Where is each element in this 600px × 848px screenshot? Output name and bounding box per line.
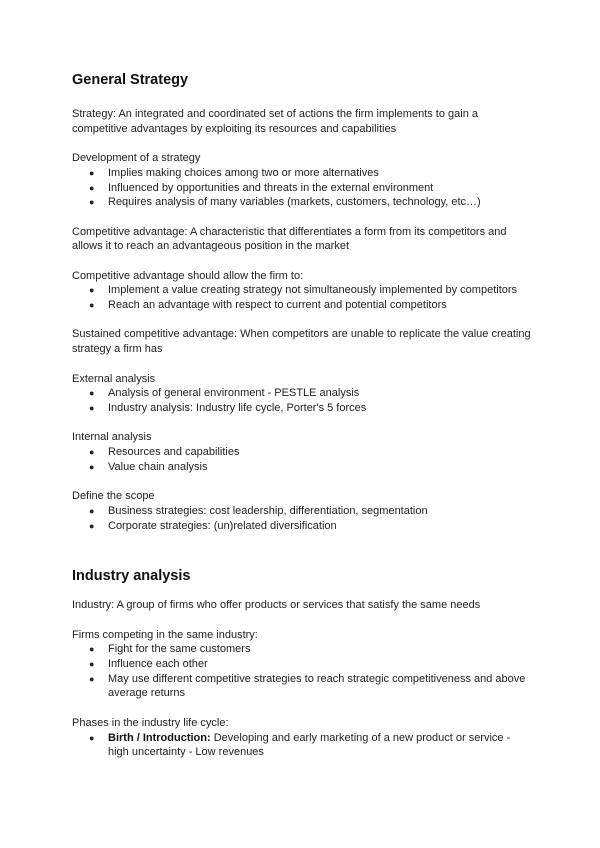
list-item: ● Implies making choices among two or more alternatives (89, 166, 379, 179)
bullet-icon: ● (89, 402, 95, 413)
list-item: ● Value chain analysis (89, 460, 208, 473)
competing-list (72, 642, 532, 701)
list-item: ● Corporate strategies: (un)related diversification (89, 519, 337, 532)
competitive-advantage-list (72, 283, 532, 312)
phase-label: Birth / Introduction: (108, 731, 211, 744)
development-section (72, 151, 532, 210)
list-item: ● May use different competitive strategies to reach strategic competitiveness and above average returns (89, 672, 526, 700)
phases-list (72, 731, 532, 760)
bullet-icon: ● (89, 732, 95, 743)
scope-heading: Define the scope (72, 490, 155, 503)
bullet-icon: ● (89, 644, 95, 655)
list-item: ● Reach an advantage with respect to current and potential competitors (89, 299, 447, 312)
bullet-icon: ● (89, 520, 95, 531)
list-item (72, 731, 532, 760)
phases-heading: Phases in the industry life cycle: (72, 716, 229, 729)
bullet-icon: ● (89, 673, 95, 684)
list-item: ● Influence each other (89, 658, 208, 671)
strategy-definition: Strategy: An integrated and coordinated set of actions the firm implements to gain a competitive advantages by exploiting its resources and capabilities (72, 108, 479, 135)
scope-list (72, 504, 532, 533)
competitive-advantage-definition: Competitive advantage: A characteristic that differentiates a form from its competitors and allows it to reach an advantageous position in the market (72, 225, 507, 253)
list-item: ● Resources and capabilities (89, 446, 240, 459)
competitive-advantage-section (72, 269, 532, 313)
external-analysis-list (72, 386, 532, 415)
bullet-icon: ● (89, 505, 95, 516)
competing-heading: Firms competing in the same industry: (72, 628, 258, 641)
list-item: ● Fight for the same customers (89, 643, 251, 656)
list-item: ● Influenced by opportunities and threats in the external environment (89, 181, 434, 194)
bullet-icon: ● (89, 285, 95, 296)
list-item: ● Analysis of general environment - PESTLE analysis (89, 387, 360, 400)
bullet-icon: ● (89, 461, 95, 472)
list-item: ● Business strategies: cost leadership, differentiation, segmentation (89, 504, 428, 517)
phase-description: Developing and early marketing of a new product or service - high uncertainty - Low revenues (108, 731, 511, 759)
industry-definition: Industry: A group of firms who offer products or services that satisfy the same needs (72, 599, 481, 612)
internal-analysis-heading: Internal analysis (72, 431, 152, 444)
heading-general-strategy: General Strategy (72, 72, 189, 88)
list-item: ● Implement a value creating strategy not simultaneously implemented by competitors (89, 284, 518, 297)
development-list (72, 166, 532, 210)
external-analysis-heading: External analysis (72, 372, 156, 385)
internal-analysis-section (72, 430, 532, 474)
phases-section (72, 716, 532, 760)
bullet-icon: ● (89, 167, 95, 178)
scope-section (72, 489, 532, 533)
bullet-icon: ● (89, 447, 95, 458)
list-item: ● Industry analysis: Industry life cycle, Porter's 5 forces (89, 401, 367, 414)
heading-industry-analysis: Industry analysis (72, 568, 191, 585)
bullet-icon: ● (89, 197, 95, 208)
sustained-advantage-definition: Sustained competitive advantage: When competitors are unable to replicate the value creating strategy a firm has (72, 328, 531, 356)
internal-analysis-list (72, 445, 532, 474)
document-page (72, 70, 532, 760)
competing-section (72, 628, 532, 702)
bullet-icon: ● (89, 659, 95, 670)
bullet-icon: ● (89, 182, 95, 193)
competitive-advantage-heading: Competitive advantage should allow the firm to: (72, 269, 304, 282)
development-heading: Development of a strategy (72, 152, 201, 165)
list-item: ● Requires analysis of many variables (markets, customers, technology, etc…) (89, 196, 481, 209)
bullet-icon: ● (89, 300, 95, 311)
external-analysis-section (72, 372, 532, 416)
bullet-icon: ● (89, 388, 95, 399)
